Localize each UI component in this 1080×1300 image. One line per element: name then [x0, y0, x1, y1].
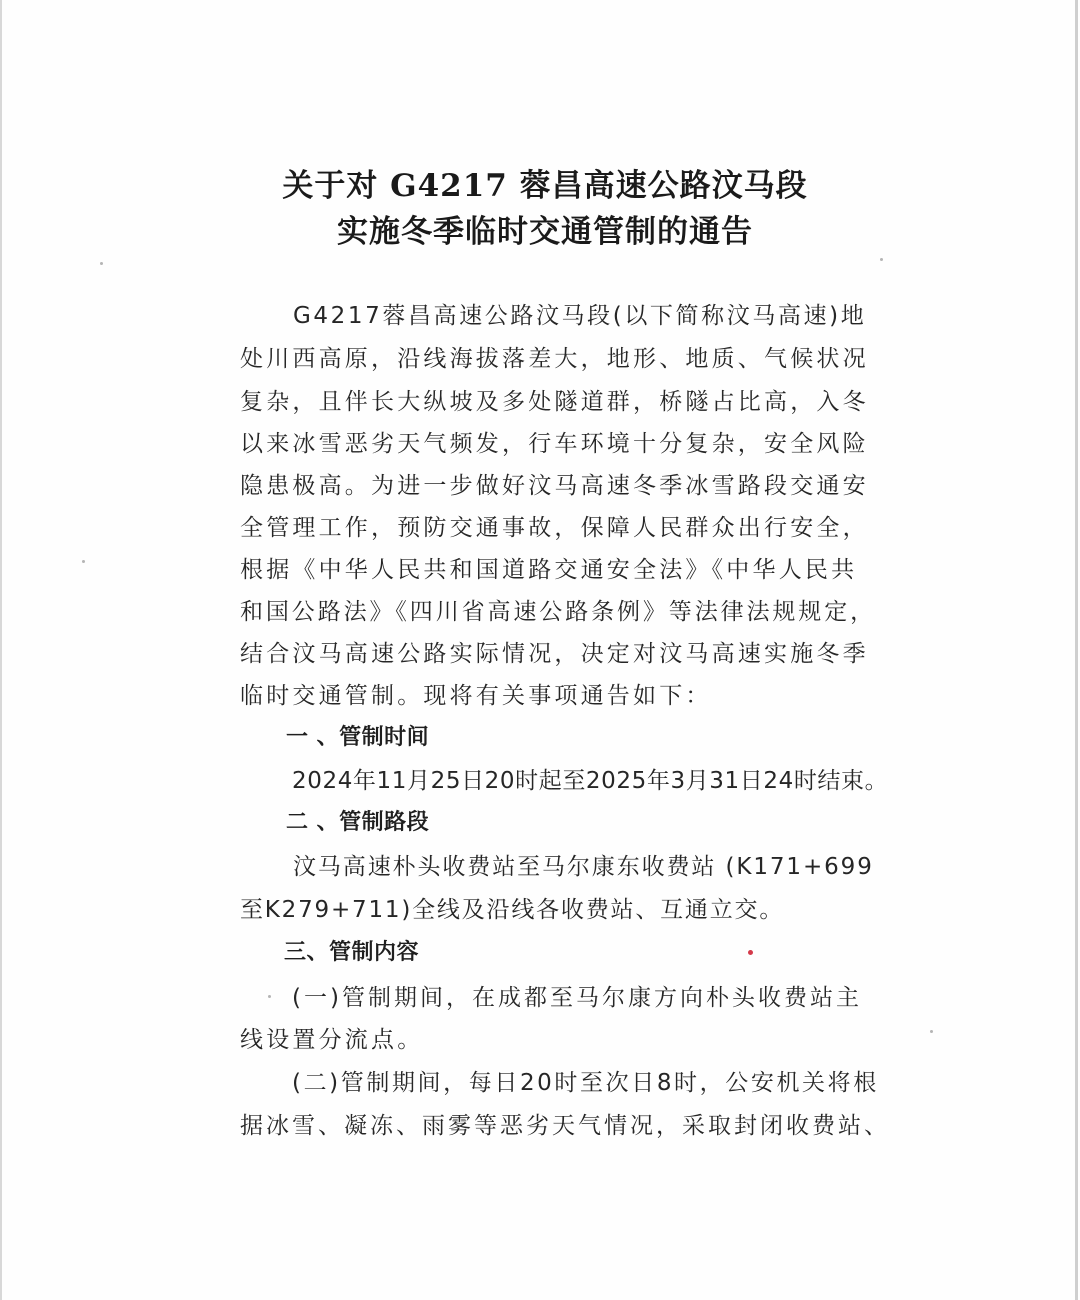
scan-speck	[82, 560, 85, 563]
control-content-item-2: 据冰雪、凝冻、雨雾等恶劣天气情况，采取封闭收费站、	[240, 1113, 890, 1139]
control-content-item-2: (二)管制期间，每日20时至次日8时，公安机关将根	[292, 1070, 879, 1096]
intro-line: 和国公路法》《四川省高速公路条例》等法律法规规定，	[240, 599, 876, 625]
document-title-line-1: 关于对 G4217 蓉昌高速公路汶马段	[282, 168, 808, 204]
section-heading-control-road: 二 、管制路段	[286, 810, 430, 835]
control-content-item-1: 线设置分流点。	[240, 1027, 424, 1053]
control-road-text: 汶马高速朴头收费站至马尔康东收费站 (K171+699	[293, 854, 874, 880]
intro-line: 复杂，且伴长大纵坡及多处隧道群，桥隧占比高，入冬	[240, 389, 869, 415]
intro-line: 处川西高原，沿线海拔落差大，地形、地质、气候状况	[240, 346, 869, 372]
scan-speck	[930, 1030, 933, 1033]
page-edge-left	[0, 0, 2, 1300]
scan-speck	[100, 262, 103, 265]
intro-line: 全管理工作，预防交通事故，保障人民群众出行安全，	[240, 515, 869, 541]
control-time-text: 2024年11月25日20时起至2025年3月31日24时结束。	[292, 768, 889, 794]
scan-speck	[268, 995, 271, 998]
intro-line: 结合汶马高速公路实际情况，决定对汶马高速实施冬季	[240, 641, 869, 667]
intro-line: 根据《中华人民共和国道路交通安全法》《中华人民共	[240, 557, 858, 583]
intro-line: 隐患极高。为进一步做好汶马高速冬季冰雪路段交通安	[240, 473, 869, 499]
control-content-item-1: (一)管制期间，在成都至马尔康方向朴头收费站主	[292, 985, 862, 1011]
intro-line: 以来冰雪恶劣天气频发，行车环境十分复杂，安全风险	[240, 431, 869, 457]
document-title-line-2: 实施冬季临时交通管制的通告	[337, 214, 753, 250]
intro-line: G4217蓉昌高速公路汶马段(以下简称汶马高速)地	[293, 303, 867, 329]
scan-speck	[880, 258, 883, 261]
section-heading-control-content: 三、管制内容	[284, 940, 420, 965]
section-heading-control-time: 一 、管制时间	[286, 725, 430, 750]
intro-line: 临时交通管制。现将有关事项通告如下：	[240, 683, 712, 709]
scan-mark	[748, 950, 753, 955]
control-road-text: 至K279+711)全线及沿线各收费站、互通立交。	[240, 897, 785, 923]
